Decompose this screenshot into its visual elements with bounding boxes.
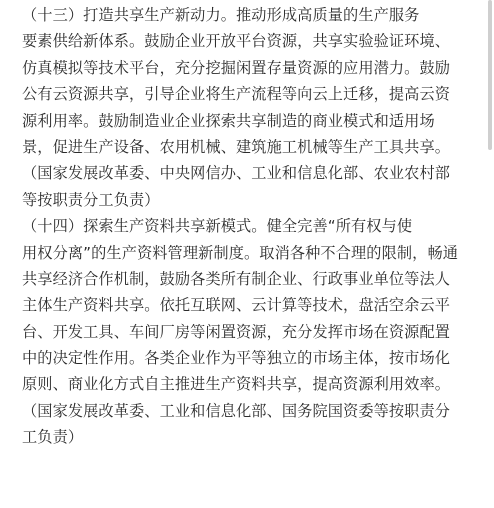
scrollbar[interactable] [488,0,492,150]
text-line: 工负责） [22,428,84,447]
text-line: （国家发展改革委、工业和信息化部、国务院国资委等按职责分 [22,401,451,420]
text-line: 景，促进生产设备、农用机械、建筑施工机械等生产工具共享。 [22,137,451,156]
text-line: 仿真模拟等技术平台，充分挖掘闲置存量资源的应用潜力。鼓励 [22,58,451,77]
text-line: 主体生产资料共享。依托互联网、云计算等技术，盘活空余云平 [22,296,451,315]
text-line: 源利用率。鼓励制造业企业探索共享制造的商业模式和适用场 [22,111,435,130]
text-line: 共享经济合作机制，鼓励各类所有制企业、行政事业单位等法人 [22,269,451,288]
text-line: 公有云资源共享，引导企业将生产流程等向云上迁移，提高云资 [22,85,451,104]
text-line: （十三）打造共享生产新动力。推动形成高质量的生产服务 [22,6,420,24]
text-line: 中的决定性作用。各类企业作为平等独立的市场主体，按市场化 [22,349,451,368]
text-line: 原则、商业化方式自主推进生产资料共享，提高资源利用效率。 [22,375,451,394]
document-body [22,2,482,451]
text-line: 台、开发工具、车间厂房等闲置资源，充分发挥市场在资源配置 [22,322,451,341]
text-line: （国家发展改革委、中央网信办、工业和信息化部、农业农村部 [22,164,451,183]
text-line: （十四）探索生产资料共享新模式。健全完善“所有权与使 [22,217,413,236]
text-line: 等按职责分工负责） [22,190,160,209]
text-line: 要素供给新体系。鼓励企业开放平台资源，共享实验验证环境、 [22,32,451,51]
text-line: 用权分离”的生产资料管理新制度。取消各种不合理的限制，畅通 [22,243,459,262]
